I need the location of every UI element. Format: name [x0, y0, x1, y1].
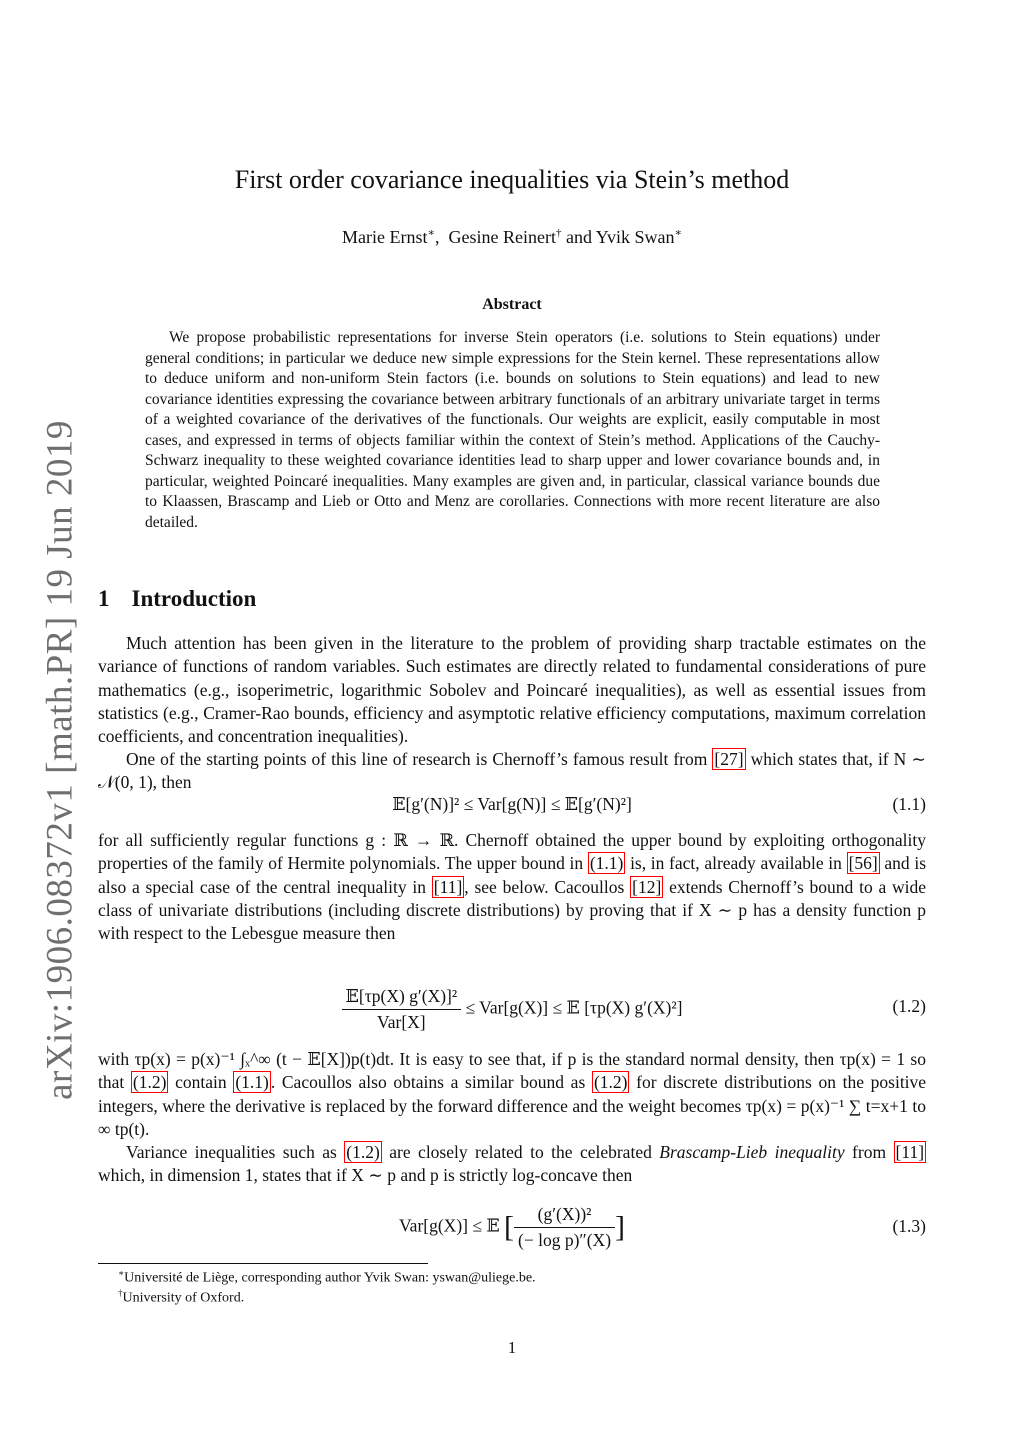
paragraph	[98, 829, 926, 945]
emphasized-term: Brascamp-Lieb inequality	[659, 1142, 845, 1162]
paragraph-text: is, in fact, already available in	[630, 853, 842, 874]
bracket-glyph: [	[504, 1210, 515, 1244]
section-heading	[98, 586, 256, 612]
abstract-heading: Abstract	[482, 296, 542, 313]
bracket-glyph: ]	[615, 1210, 626, 1244]
citation-link[interactable]: [56]	[848, 853, 878, 874]
paragraph-text: and is also a special case of the central inequality in	[98, 853, 927, 897]
equation-reference-link[interactable]: (1.1)	[589, 853, 624, 874]
page-number: 1	[507, 1338, 517, 1357]
author-mark: †	[555, 227, 562, 239]
author-list: Marie Ernst∗, Gesine Reinert† and Yvik Swan∗	[342, 227, 682, 247]
section-title: Introduction	[131, 586, 257, 611]
citation-link[interactable]: [27]	[714, 749, 744, 769]
footnote-mark: ∗	[118, 1268, 125, 1278]
author-mark: ∗	[674, 227, 682, 239]
paragraph	[98, 748, 926, 795]
fraction-numerator: 𝔼[τp(X) g′(X)]²	[342, 986, 462, 1010]
paragraph: Much attention has been given in the literature to the problem of providing sharp tractable estimates on the variance of functions of random variables. Such estimates are directly related to fundamental considerations of pure mathematics (e.g., isoperimetric, logarithmic Sobolev and Poincaré inequalities), as well as essential issues from statistics (e.g., Cramer-Rao bounds, efficiency and asymptotic relative efficiency computations, maximum correlation coefficients, and concentration inequalities).	[98, 633, 926, 747]
paragraph-text: for discrete distributions on the positive integers, where the derivative is replaced by the forward difference and the weight becomes τp(x) = p(x)⁻¹ ∑ t=x+1 to ∞ tp(t).	[98, 1072, 927, 1139]
paragraph	[98, 1048, 926, 1141]
equation-reference-link[interactable]: (1.1)	[235, 1072, 269, 1093]
equation-reference-link[interactable]: (1.2)	[593, 1072, 628, 1093]
footnote	[118, 1268, 536, 1287]
equation	[98, 1204, 926, 1250]
paragraph-text: which states that, if N ∼ 𝒩(0, 1), then	[98, 749, 927, 793]
paragraph-text: for all sufficiently regular functions g : ℝ → ℝ. Chernoff obtained the upper bound by exploiting orthogonality properties of the family of Hermite polynomials. The upper bound in	[98, 830, 926, 874]
footnote-divider	[98, 1263, 428, 1264]
paragraph-text: Variance inequalities such as	[126, 1142, 337, 1162]
author-name: Gesine Reinert	[448, 227, 556, 247]
paragraph-text: . Cacoullos also obtains a similar bound as	[270, 1072, 586, 1093]
paragraph-text: One of the starting points of this line of research is Chernoff’s famous result from	[126, 749, 708, 769]
equation-expression	[98, 1204, 926, 1251]
citation-link[interactable]: [11]	[433, 876, 463, 897]
equation	[98, 986, 926, 1032]
fraction	[514, 1204, 615, 1251]
equation-number: (1.1)	[892, 794, 926, 814]
footnote	[118, 1288, 244, 1307]
paper-title: First order covariance inequalities via Stein’s method	[234, 165, 790, 194]
fraction	[342, 986, 462, 1033]
footnote-text: Université de Liège, corresponding author Yvik Swan: yswan@uliege.be.	[124, 1270, 536, 1286]
footnote-text: University of Oxford.	[122, 1290, 245, 1306]
equation-reference-link[interactable]: (1.2)	[346, 1142, 380, 1162]
paragraph-text: contain	[175, 1072, 227, 1093]
equation-expression: 𝔼[g′(N)]² ≤ Var[g(N)] ≤ 𝔼[g′(N)²]	[392, 794, 632, 814]
paragraph-text: from	[852, 1142, 887, 1162]
paragraph	[98, 1141, 926, 1188]
paragraph-text: are closely related to the celebrated	[389, 1142, 652, 1162]
citation-link[interactable]: [11]	[895, 1142, 925, 1162]
paragraph-text: which, in dimension 1, states that if X ∼ p and p is strictly log-concave then	[98, 1165, 633, 1186]
paragraph-text: with τp(x) = p(x)⁻¹ ∫ₓ^∞ (t − 𝔼[X])p(t)dt. It is easy to see that, if p is the standard normal density, then τp(x) = 1 so that	[98, 1049, 926, 1093]
equation-reference-link[interactable]: (1.2)	[132, 1072, 167, 1093]
citation-link[interactable]: [12]	[632, 876, 662, 897]
equation-left: Var[g(X)] ≤ 𝔼	[398, 1215, 500, 1236]
abstract-text: We propose probabilistic representations for inverse Stein operators (i.e. solutions to Stein equations) under general conditions; in particular we deduce new simple expressions for the Stein kernel. These representations allow to deduce uniform and non-uniform Stein factors (i.e. bounds on solutions to Stein equations) and lead to new covariance identities expressing the covariance between arbitrary functionals of an arbitrary univariate target in terms of a weighted covariance of the derivatives of the functionals. Our weights are explicit, easily computable in most cases, and expressed in terms of objects familiar within the context of Stein’s method. Applications of the Cauchy-Schwarz inequality to these weighted covariance identities lead to sharp upper and lower covariance bounds and, in particular, weighted Poincaré inequalities. Many examples are given and, in particular, classical variance bounds due to Klaassen, Brascamp and Lieb or Otto and Menz are corollaries. Connections with more recent literature are also detailed.	[145, 329, 880, 531]
paragraph-text: , see below. Cacoullos	[464, 876, 625, 897]
equation	[98, 794, 926, 824]
footnote-mark: †	[118, 1288, 123, 1298]
paragraph-text: extends Chernoff’s bound to a wide class of univariate distributions (including discrete distributions) by proving that if X ∼ p has a density function p with respect to the Lebesgue measure then	[98, 876, 927, 944]
equation-rest: ≤ Var[g(X)] ≤ 𝔼 [τp(X) g′(X)²]	[465, 997, 683, 1018]
author-conjunction: and	[565, 227, 592, 247]
arxiv-identifier: arXiv:1906.08372v1 [math.PR] 19 Jun 2019	[39, 420, 81, 1100]
fraction-denominator: Var[X]	[377, 1012, 426, 1032]
author-name: Yvik Swan	[595, 227, 675, 247]
author-name: Marie Ernst	[342, 227, 428, 247]
fraction-numerator: (g′(X))²	[514, 1204, 615, 1228]
author-mark: ∗	[427, 227, 435, 239]
section-number: 1	[98, 586, 110, 611]
equation-expression	[98, 986, 926, 1033]
equation-number: (1.3)	[892, 1216, 926, 1236]
equation-number: (1.2)	[892, 996, 926, 1016]
fraction-denominator: (− log p)″(X)	[518, 1230, 612, 1250]
